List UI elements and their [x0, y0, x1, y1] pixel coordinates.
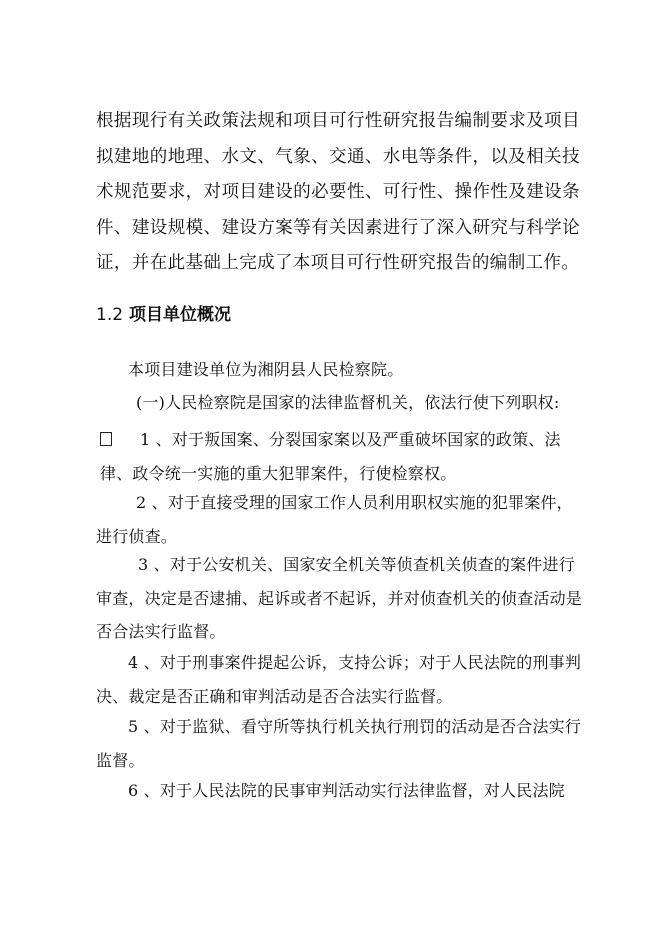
section-title: 项目单位概况: [128, 305, 231, 325]
duty-item-3: 3 、对于公安机关、国家安全机关等侦查机关侦查的案件进行审查，决定是否逮捕、起诉或者不起诉，并对侦查机关的侦查活动是否合法实行监督。: [96, 555, 583, 641]
duty-item-1: [100, 423, 582, 490]
duties-intro-paragraph: (一)人民检察院是国家的法律监督机关，依法行使下列职权:: [136, 393, 560, 412]
checkbox-glyph-icon: [100, 432, 112, 446]
duty-item-6: 6 、对于人民法院的民事审判活动实行法律监督，对人民法院: [128, 781, 565, 800]
duty-item-1-text: 1 、对于叛国案、分裂国家案以及严重破坏国家的政策、法律、政令统一实施的重大犯罪案件，行使检察权。: [100, 430, 561, 483]
intro-paragraph: 根据现行有关政策法规和项目可行性研究报告编制要求及项目拟建地的地理、水文、气象、交通、水电等条件，以及相关技术规范要求，对项目建设的必要性、可行性、操作性及建设条件、建设规模、建设方案等有关因素进行了深入研究与科学论证，并在此基础上完成了本项目可行性研究报告的编制工作。: [96, 111, 580, 273]
duty-item-2: 2 、对于直接受理的国家工作人员利用职权实施的犯罪案件，进行侦查。: [96, 493, 573, 546]
duty-item-4: 4 、对于刑事案件提起公诉，支持公诉；对于人民法院的刑事判决、裁定是否正确和审判活动是否合法实行监督。: [96, 653, 582, 706]
duty-item-5: 5 、对于监狱、看守所等执行机关执行刑罚的活动是否合法实行监督。: [96, 717, 582, 770]
section-heading: [96, 300, 231, 330]
unit-paragraph: 本项目建设单位为湘阴县人民检察院。: [128, 360, 404, 379]
section-number: 1.2: [96, 305, 124, 325]
